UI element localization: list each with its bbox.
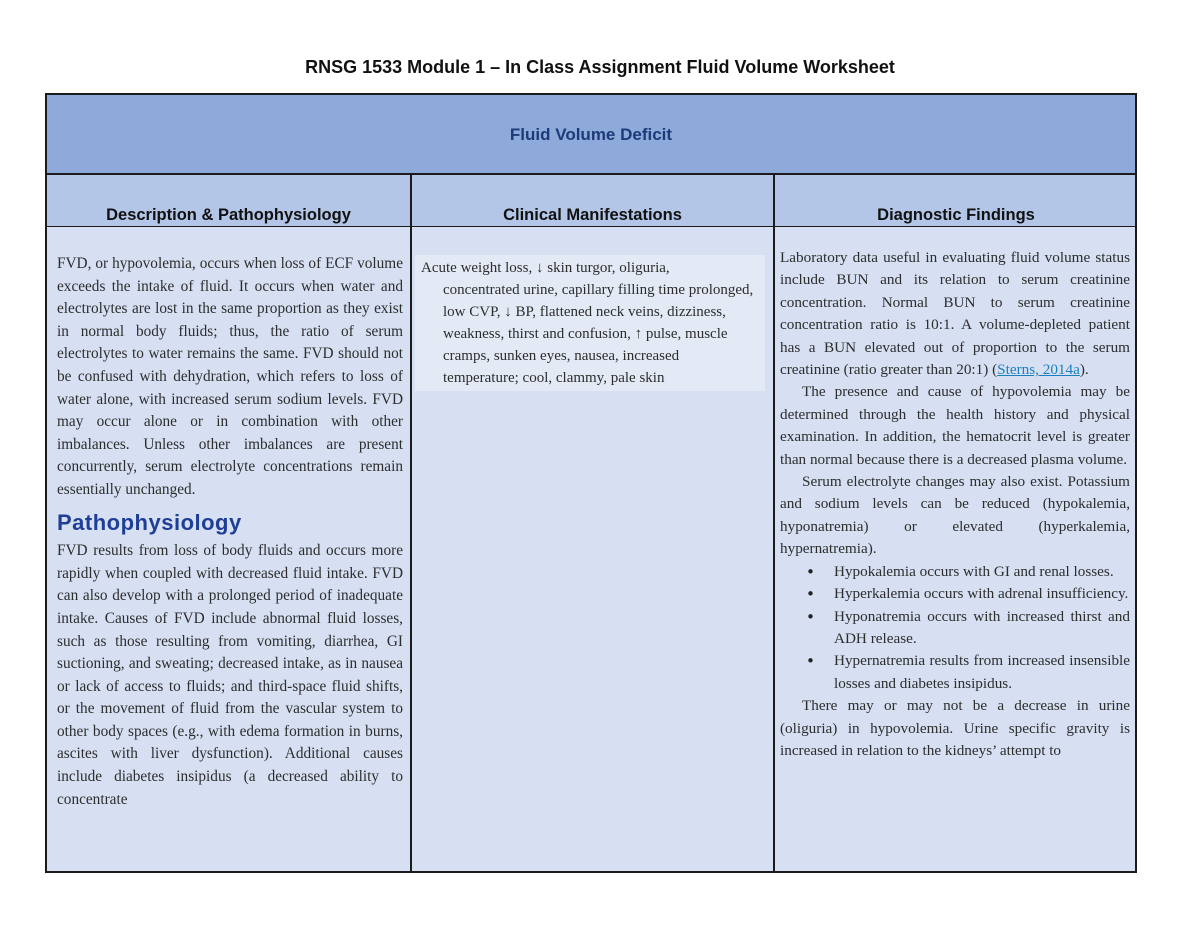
diagnostics-paragraph: Serum electrolyte changes may also exist. Potassium and sodium levels can be reduced (hypokalemia, hyponatremia) or elevated (hyperkalemia, hypernatremia). xyxy=(780,473,1130,558)
manifestations-box xyxy=(415,255,765,391)
header-clinical-manifestations: Clinical Manifestations xyxy=(503,206,682,224)
manifestations-first-line: Acute weight loss, ↓ skin turgor, oliguria, xyxy=(421,260,670,276)
manifestations-text: concentrated urine, capillary filling time prolonged, low CVP, ↓ BP, flattened neck veins, dizziness, weakness, thirst and confusion, ↑ pulse, muscle cramps, sunken eyes, nausea, increased temperature; cool, clammy, pale skin xyxy=(443,282,754,386)
diagnostics-paragraph: There may or may not be a decrease in urine (oliguria) in hypovolemia. Urine specific gravity is increased in relation to the kidneys’ attempt to xyxy=(780,697,1130,759)
worksheet-table xyxy=(45,93,1137,873)
list-item: • Hyponatremia occurs with increased thirst and ADH release. xyxy=(834,606,1130,651)
list-item: • Hypernatremia results from increased insensible losses and diabetes insipidus. xyxy=(834,650,1130,695)
diagnostics-text: Laboratory data useful in evaluating fluid volume status include BUN and its relation to serum creatinine concentration. Normal BUN to serum creatinine concentration ratio is 10:1. A volume-depleted patient has a BUN elevated out of proportion to the serum creatinine (ratio greater than 20:1) ( xyxy=(780,249,1130,379)
table-header-row xyxy=(47,175,1135,227)
list-item: • Hypokalemia occurs with GI and renal losses. xyxy=(834,561,1130,583)
list-item: • Hyperkalemia occurs with adrenal insufficiency. xyxy=(834,583,1130,605)
column-divider xyxy=(410,175,412,871)
electrolyte-list xyxy=(780,561,1130,695)
description-intro: FVD, or hypovolemia, occurs when loss of ECF volume exceeds the intake of fluid. It occurs when water and electrolytes are lost in the same proportion as they exist in normal body fluids; thus, the ratio of serum electrolytes to water remains the same. FVD should not be confused with dehydration, which refers to loss of water alone, with increased serum sodium levels. FVD may occur alone or in combination with other imbalances. Unless other imbalances are present concurrently, serum electrolyte concentrations remain essentially unchanged. xyxy=(57,255,403,498)
manifestations-column xyxy=(415,227,767,871)
diagnostics-paragraph: The presence and cause of hypovolemia may be determined through the health history and physical examination. In addition, the hematocrit level is greater than normal because there is a decreased plasma volume. xyxy=(780,383,1130,468)
diagnostics-paragraph xyxy=(780,247,1130,381)
table-banner: Fluid Volume Deficit xyxy=(47,95,1135,175)
diagnostics-column xyxy=(780,227,1130,871)
pathophysiology-heading: Pathophysiology xyxy=(57,509,242,535)
document-title: RNSG 1533 Module 1 – In Class Assignment Fluid Volume Worksheet xyxy=(305,57,895,77)
header-diagnostic-findings: Diagnostic Findings xyxy=(877,206,1035,224)
column-divider xyxy=(773,175,775,871)
citation-link[interactable]: Sterns, 2014a xyxy=(997,361,1080,379)
description-column xyxy=(57,227,403,871)
pathophysiology-text: FVD results from loss of body fluids and occurs more rapidly when coupled with decreased fluid intake. FVD can also develop with a prolonged period of inadequate intake. Causes of FVD include abnormal fluid losses, such as those resulting from vomiting, diarrhea, GI suctioning, and sweating; decreased intake, as in nausea or lack of access to fluids; and third-space fluid shifts, or the movement of fluid from the vascular system to other body spaces (e.g., with edema formation in burns, ascites with liver dysfunction). Additional causes include diabetes insipidus (a decreased ability to concentrate xyxy=(57,542,403,808)
diagnostics-text: ). xyxy=(1079,361,1089,379)
header-description: Description & Pathophysiology xyxy=(106,206,351,224)
